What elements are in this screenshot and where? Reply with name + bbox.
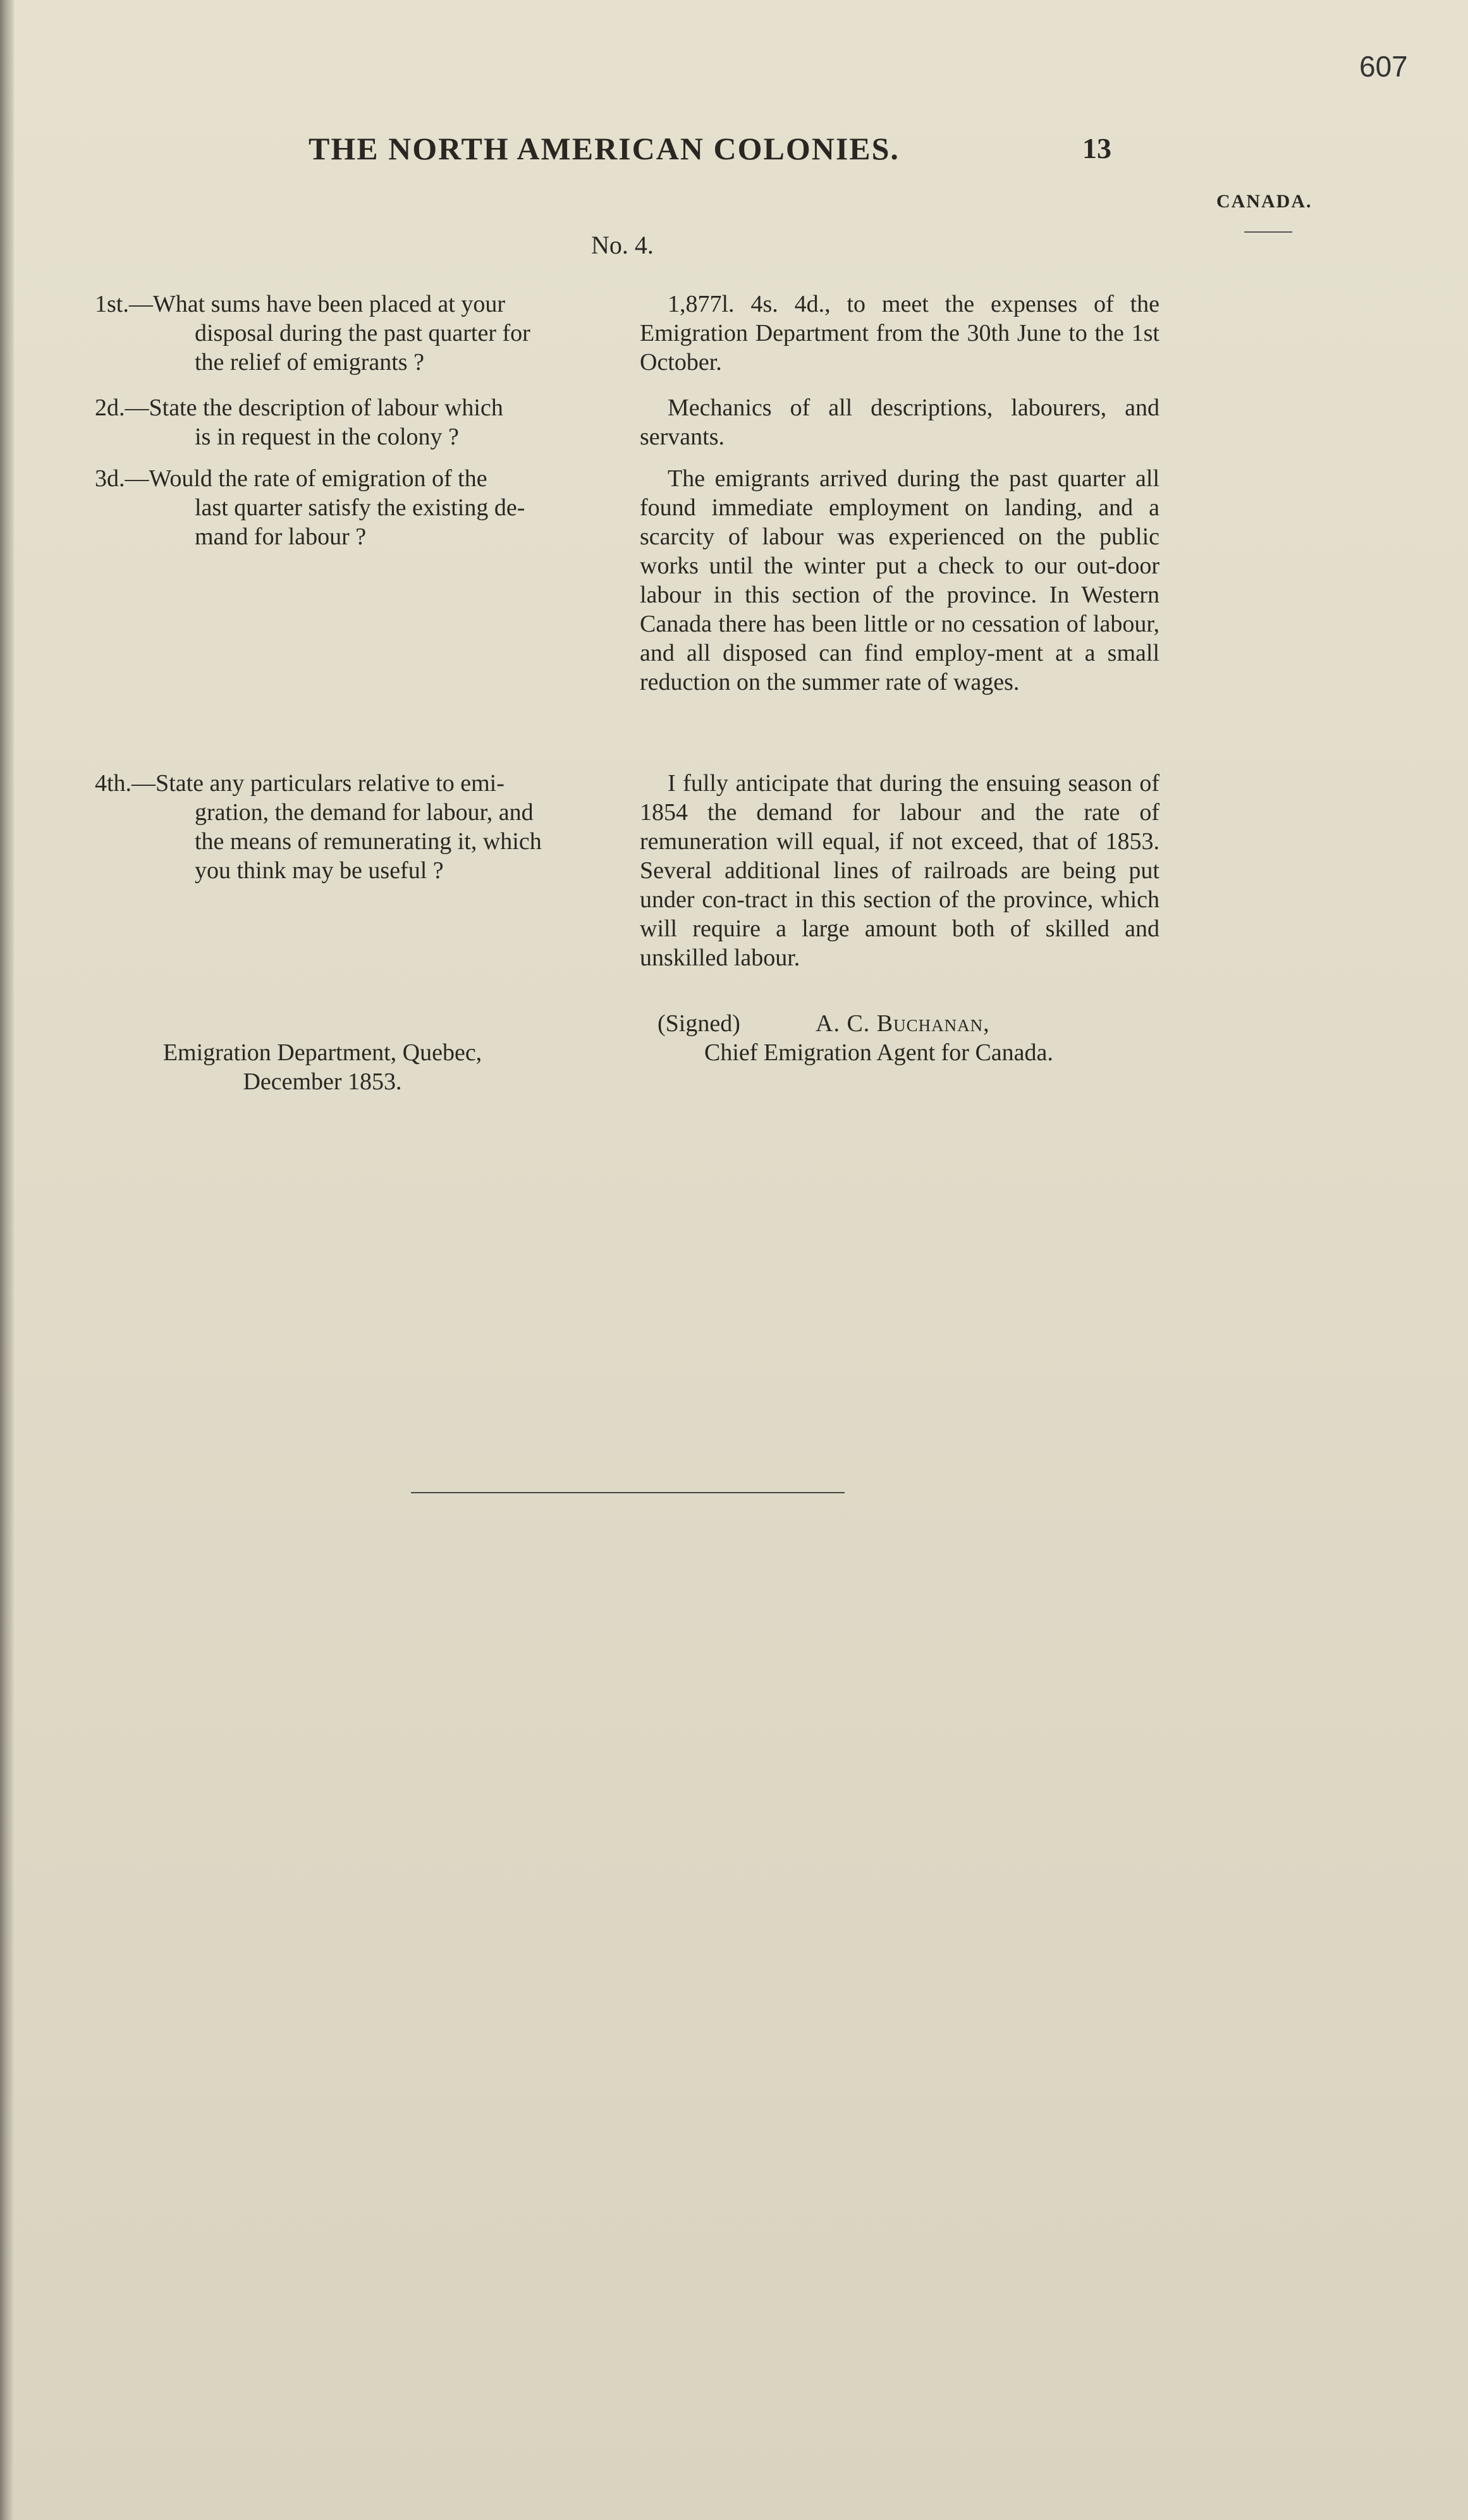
answer-3	[640, 464, 1159, 697]
question-1-line-2: disposal during the past quarter for	[195, 320, 530, 346]
question-4	[95, 769, 613, 885]
answer-1-text: 1,877l. 4s. 4d., to meet the expenses of the Emigration Department from the 30th June to the 1st October.	[640, 291, 1159, 376]
side-note-rule	[1244, 231, 1292, 233]
date-line: December 1853.	[243, 1068, 402, 1095]
question-4-line-3: the means of remunerating it, which	[195, 828, 542, 855]
answer-4-text: I fully anticipate that during the ensuing season of 1854 the demand for labour and the rate of remuneration will equal, if not exceed, that of 1853. Several additional lines of railroads are being put under con-tract in this section of the province, which will require a large amount both of skilled and unskilled labour.	[640, 770, 1159, 971]
question-1-line-3: the relief of emigrants ?	[195, 349, 424, 376]
question-3-line-3: mand for labour ?	[195, 523, 367, 550]
question-3-line-1: 3d.—Would the rate of emigration of the	[95, 465, 487, 492]
signed-label: (Signed)	[658, 1010, 740, 1037]
answer-2-text: Mechanics of all descriptions, labourers, and servants.	[640, 395, 1159, 450]
question-4-line-4: you think may be useful ?	[195, 857, 444, 884]
question-4-line-1: 4th.—State any particulars relative to emi-	[95, 770, 505, 797]
question-3	[95, 464, 613, 551]
head-page-number: 13	[1082, 132, 1111, 164]
running-head: THE NORTH AMERICAN COLONIES.	[309, 131, 900, 166]
question-1-line-1: 1st.—What sums have been placed at your	[95, 291, 505, 317]
question-2-line-1: 2d.—State the description of labour which	[95, 395, 503, 421]
closing-rule	[411, 1492, 845, 1493]
question-3-line-2: last quarter satisfy the existing de-	[195, 494, 525, 521]
question-2-line-2: is in request in the colony ?	[195, 424, 459, 450]
question-2	[95, 393, 613, 451]
answer-3-text: The emigrants arrived during the past quarter all found immediate employment on landing, and a scarcity of labour was experienced on the public works until the winter put a check to our out-door labour in this section of the province. In Western Canada there has been little or no cessation of labour, and all disposed can find employ-ment at a small reduction on the summer rate of wages.	[640, 465, 1159, 695]
answer-2	[640, 393, 1159, 451]
answer-4	[640, 769, 1159, 972]
signatory-title: Chief Emigration Agent for Canada.	[704, 1039, 1053, 1066]
answer-1	[640, 290, 1159, 377]
question-4-line-2: gration, the demand for labour, and	[195, 799, 534, 826]
page-number: 607	[1359, 50, 1408, 83]
document-title: No. 4.	[591, 231, 654, 259]
place-line: Emigration Department, Quebec,	[162, 1039, 482, 1066]
signatory-name: A. C. Buchanan,	[816, 1010, 990, 1037]
side-note-canada: CANADA.	[1216, 191, 1312, 212]
question-1	[95, 290, 613, 377]
place-and-date	[120, 1038, 525, 1096]
binding-edge	[0, 0, 14, 2520]
